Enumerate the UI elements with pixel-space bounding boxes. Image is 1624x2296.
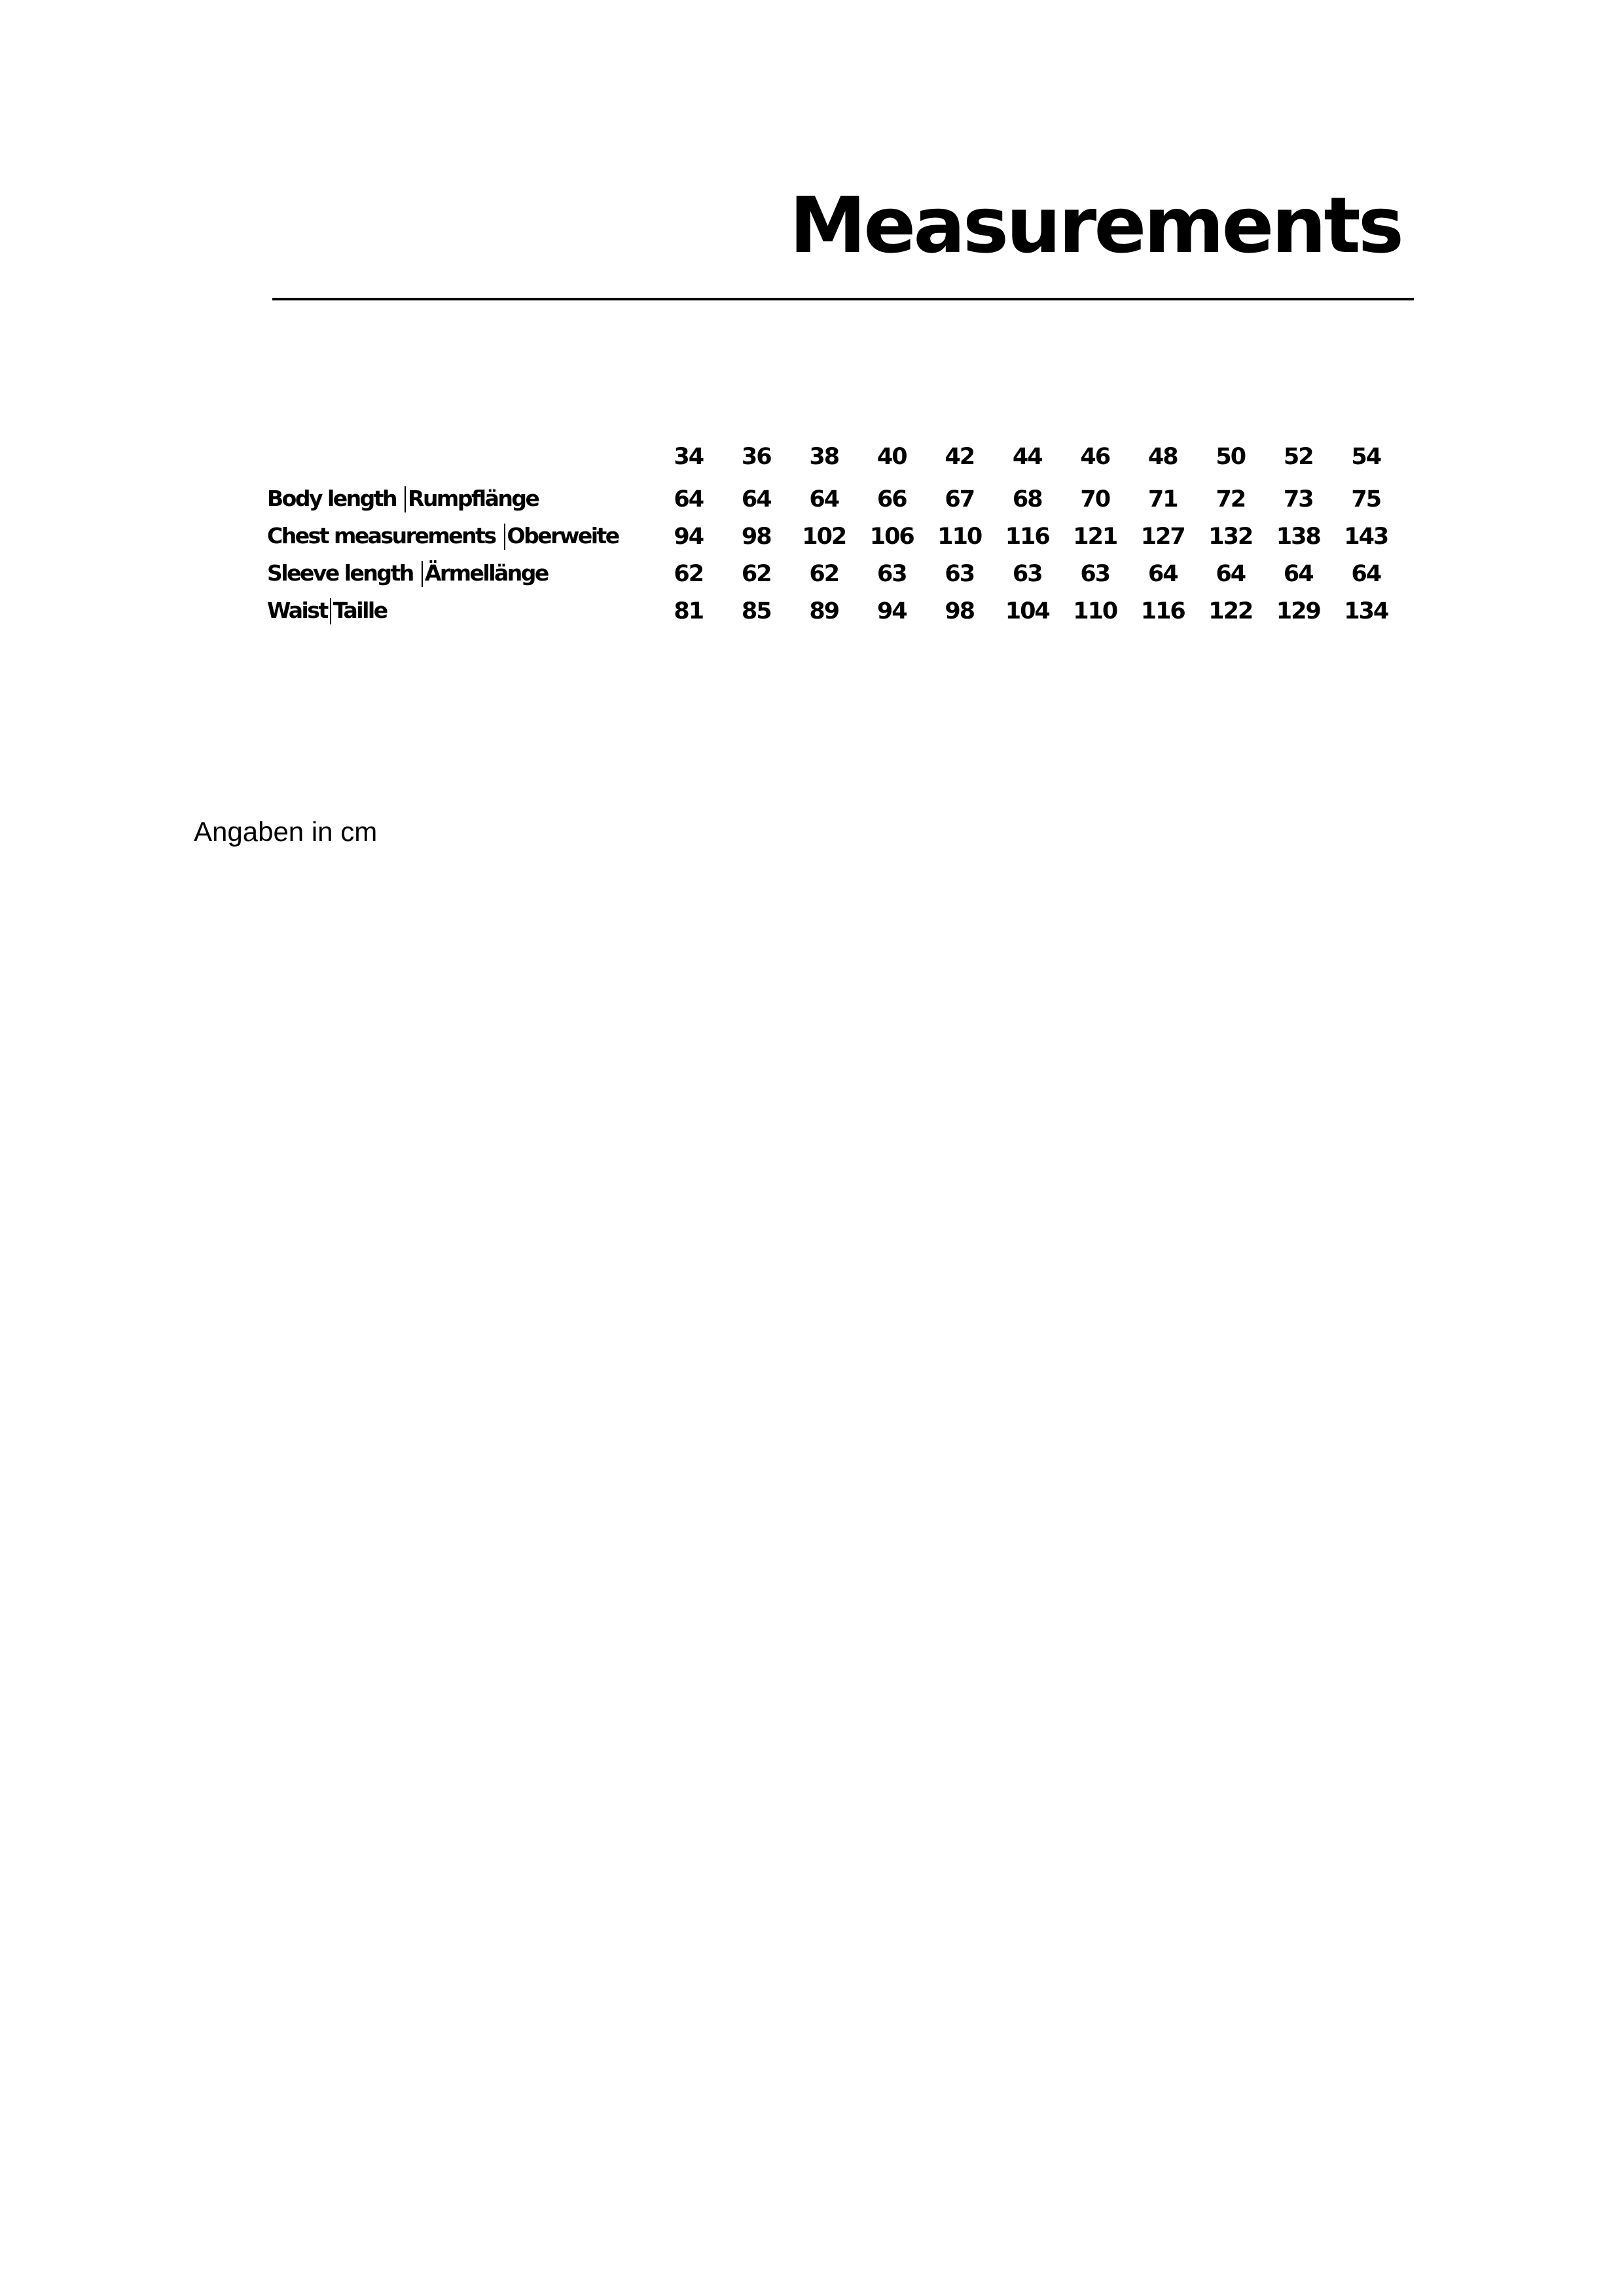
label-separator [330,598,331,624]
row-label-en: Chest measurements [267,522,496,548]
table-cell: 64 [1351,560,1381,587]
size-header: 54 [1351,444,1381,470]
table-cell: 75 [1351,486,1381,512]
size-header: 52 [1283,444,1313,470]
table-cell: 132 [1208,523,1253,550]
table-cell: 134 [1344,598,1388,624]
table-cell: 121 [1073,523,1117,550]
row-label [267,592,655,630]
table-row [267,555,1400,592]
table-cell: 63 [1012,560,1042,587]
label-separator [504,524,505,550]
table-cell: 106 [869,523,914,550]
size-header: 40 [876,444,907,470]
table-cell: 81 [674,598,704,624]
row-label-en: Sleeve length [267,560,413,586]
table-cell: 94 [674,523,704,550]
size-header: 38 [809,444,839,470]
table-cell: 63 [1080,560,1110,587]
table-cell: 94 [876,598,907,624]
table-cell: 102 [802,523,846,550]
table-cell: 127 [1140,523,1185,550]
size-header: 48 [1147,444,1178,470]
table-cell: 72 [1216,486,1246,512]
size-header-row [267,433,1400,480]
measurement-table [267,433,1400,630]
table-cell: 143 [1344,523,1388,550]
table-cell: 66 [876,486,907,512]
table-cell: 116 [1140,598,1185,624]
table-cell: 64 [1283,560,1313,587]
table-cell: 122 [1208,598,1253,624]
row-label-en: Waist [267,597,327,623]
table-row [267,518,1400,555]
table-cell: 64 [809,486,839,512]
table-cell: 64 [741,486,771,512]
row-label-de: Taille [333,597,387,623]
table-cell: 116 [1005,523,1049,550]
table-cell: 63 [945,560,975,587]
size-header: 34 [674,444,704,470]
row-label-en: Body length [267,485,397,511]
table-cell: 104 [1005,598,1049,624]
table-row [267,592,1400,630]
size-header: 50 [1216,444,1246,470]
table-cell: 129 [1276,598,1320,624]
table-cell: 110 [937,523,982,550]
table-cell: 62 [809,560,839,587]
table-cell: 70 [1080,486,1110,512]
table-cell: 98 [945,598,975,624]
table-cell: 68 [1012,486,1042,512]
table-cell: 64 [674,486,704,512]
table-row [267,480,1400,518]
row-label-de: Rumpflänge [408,485,539,511]
size-header: 36 [741,444,771,470]
table-cell: 98 [741,523,771,550]
table-cell: 63 [876,560,907,587]
row-label [267,555,655,592]
row-label [267,518,655,555]
table-cell: 71 [1147,486,1178,512]
row-label-de: Ärmellänge [424,560,548,586]
table-cell: 67 [945,486,975,512]
table-cell: 64 [1216,560,1246,587]
header-label-cell [267,433,655,480]
unit-note: Angaben in cm [194,816,378,847]
page-title: Measurements [789,180,1401,270]
table-cell: 138 [1276,523,1320,550]
row-label [267,480,655,518]
size-header: 42 [945,444,975,470]
table-cell: 64 [1147,560,1178,587]
title-divider [272,298,1414,300]
row-label-de: Oberweite [507,522,619,548]
table-cell: 62 [674,560,704,587]
table-cell: 110 [1073,598,1117,624]
label-separator [405,486,406,512]
size-header: 44 [1012,444,1042,470]
table-cell: 73 [1283,486,1313,512]
table-cell: 62 [741,560,771,587]
table-cell: 85 [741,598,771,624]
table-cell: 89 [809,598,839,624]
size-header: 46 [1080,444,1110,470]
label-separator [422,561,423,587]
